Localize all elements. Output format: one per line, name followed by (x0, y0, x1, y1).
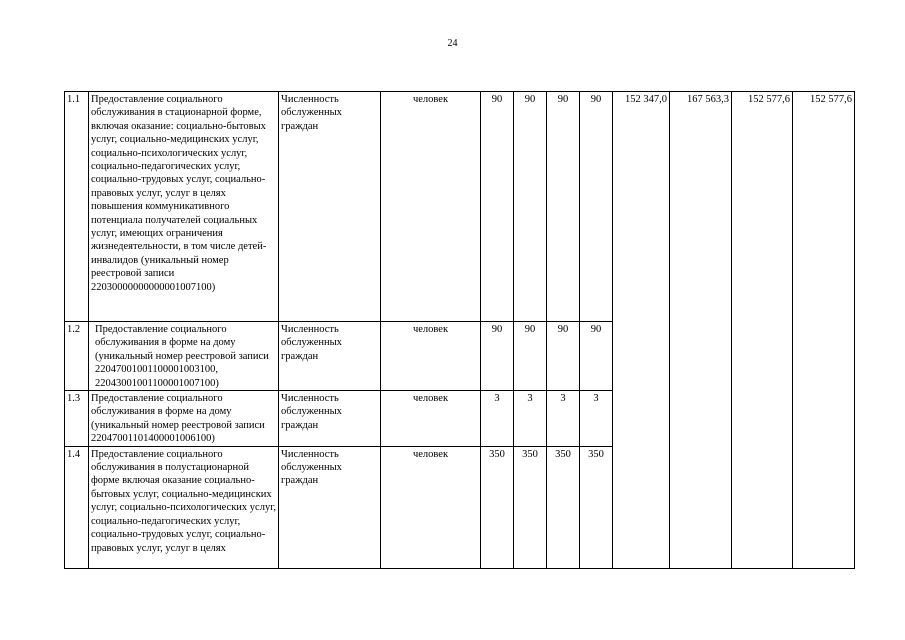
value-year-1: 3 (481, 391, 514, 447)
unit-of-measure: человек (381, 446, 481, 568)
value-year-2: 90 (514, 322, 547, 391)
value-year-1: 90 (481, 322, 514, 391)
value-year-3: 90 (547, 92, 580, 322)
value-year-3: 350 (547, 446, 580, 568)
value-year-2: 3 (514, 391, 547, 447)
row-number: 1.2 (65, 322, 89, 391)
value-year-4: 90 (580, 322, 613, 391)
value-year-3: 3 (547, 391, 580, 447)
indicator-name: Численность обслуженных граждан (279, 446, 381, 568)
table-row (65, 92, 855, 322)
unit-of-measure: человек (381, 322, 481, 391)
unit-of-measure: человек (381, 92, 481, 322)
funding-year-2: 167 563,3 (670, 92, 732, 569)
funding-year-4: 152 577,6 (793, 92, 855, 569)
indicator-name: Численность обслуженных граждан (279, 322, 381, 391)
service-name: Предоставление социального обслуживания в форме на дому (уникальный номер реестровой записи 22047001001100001003100, 22043001001100001007100) (89, 322, 279, 391)
unit-of-measure: человек (381, 391, 481, 447)
service-name: Предоставление социального обслуживания в полустационарной форме включая оказание социально-бытовых услуг, социально-медицинских услуг, социально-психологических услуг, социально-педагогических услуг, социально-трудовых услуг, социально-правовых услуг, услуг в целях (89, 446, 279, 568)
row-number: 1.4 (65, 446, 89, 568)
service-name: Предоставление социального обслуживания в стационарной форме, включая оказание: социально-бытовых услуг, социально-медицинских услуг, социально-психологических услуг, социально-педагогических услуг, социально-трудовых услуг, социально-правовых услуг, услуг в целях повышения коммуникативного потенциала получателей социальных услуг, имеющих ограничения жизнедеятельности, в том числе детей-инвалидов (уникальный номер реестровой записи 22030000000000001007100) (89, 92, 279, 322)
budget-table (64, 91, 855, 569)
funding-year-1: 152 347,0 (613, 92, 670, 569)
value-year-1: 90 (481, 92, 514, 322)
value-year-4: 3 (580, 391, 613, 447)
value-year-4: 90 (580, 92, 613, 322)
page-number: 24 (447, 38, 458, 49)
value-year-4: 350 (580, 446, 613, 568)
value-year-2: 350 (514, 446, 547, 568)
value-year-1: 350 (481, 446, 514, 568)
indicator-name: Численность обслуженных граждан (279, 92, 381, 322)
row-number: 1.3 (65, 391, 89, 447)
funding-year-3: 152 577,6 (732, 92, 793, 569)
value-year-2: 90 (514, 92, 547, 322)
indicator-name: Численность обслуженных граждан (279, 391, 381, 447)
row-number: 1.1 (65, 92, 89, 322)
service-name: Предоставление социального обслуживания в форме на дому (уникальный номер реестровой записи 22047001101400001006100) (89, 391, 279, 447)
value-year-3: 90 (547, 322, 580, 391)
